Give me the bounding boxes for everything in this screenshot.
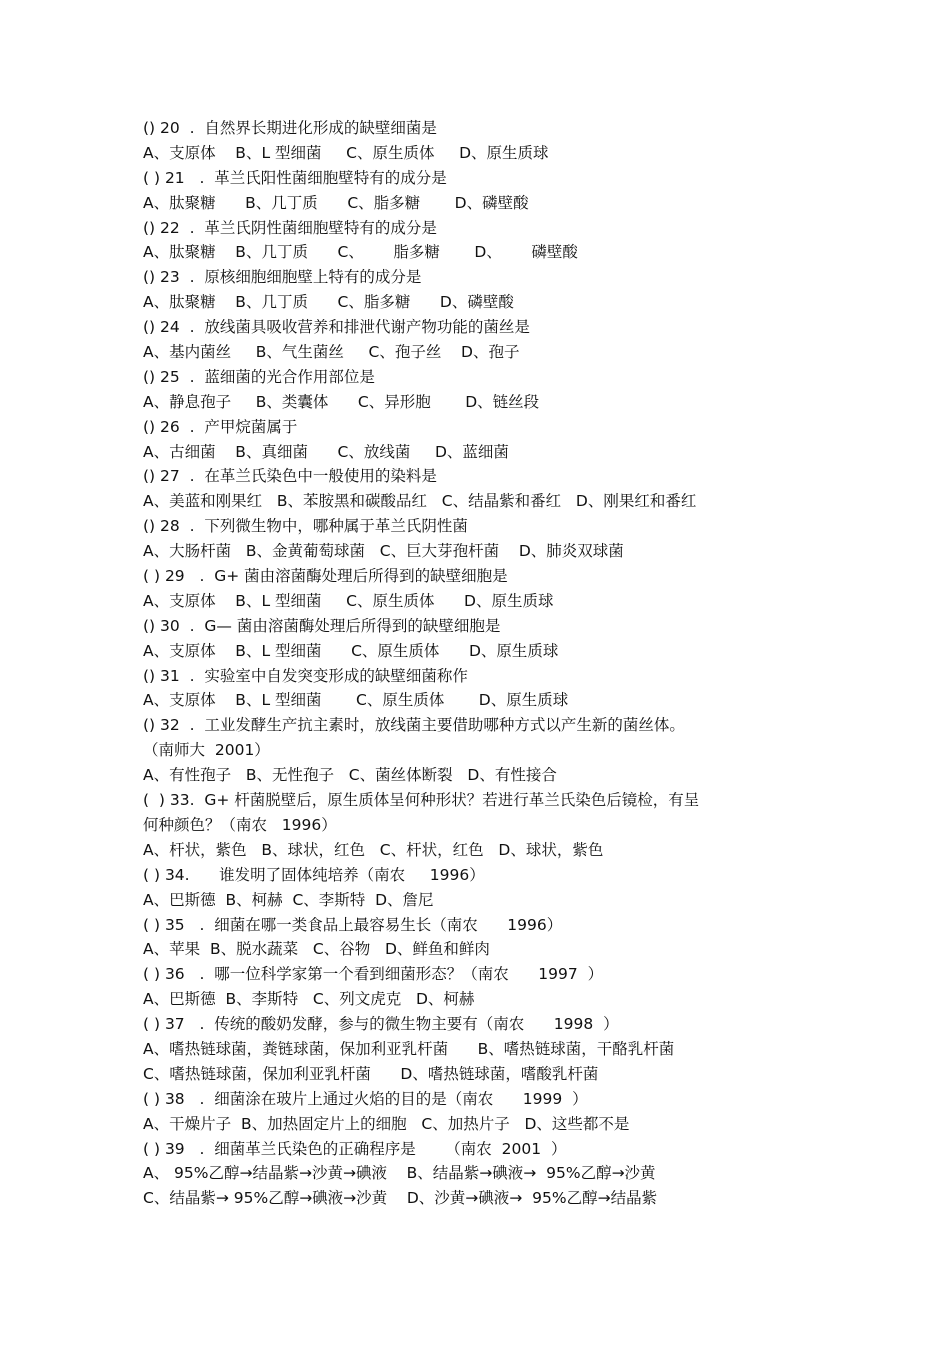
options-21: A、肽聚糖 B、几丁质 C、脂多糖 D、磷壁酸: [143, 193, 529, 212]
question-22: () 22 . 革兰氏阴性菌细胞壁特有的成分是: [143, 218, 437, 237]
question-32: () 32 . 工业发酵生产抗主素时，放线菌主要借助哪种方式以产生新的菌丝体。: [143, 716, 685, 735]
options-32: A、有性孢子 B、无性孢子 C、菌丝体断裂 D、有性接合: [143, 766, 557, 785]
options-31: A、支原体 B、L 型细菌 C、原生质体 D、原生质球: [143, 691, 569, 710]
question-33: ( ) 33. G+ 杆菌脱壁后，原生质体呈何种形状？若进行革兰氏染色后镜检，有呈: [143, 791, 700, 810]
question-28: () 28 . 下列微生物中，哪种属于革兰氏阴性菌: [143, 517, 468, 536]
options-27: A、美蓝和刚果红 B、苯胺黑和碳酸品红 C、结晶紫和番红 D、刚果红和番红: [143, 492, 697, 511]
options-33: A、杆状，紫色 B、球状，红色 C、杆状，红色 D、球状，紫色: [143, 840, 604, 859]
question-29: ( ) 29 . G+ 菌由溶菌酶处理后所得到的缺壁细胞是: [143, 567, 508, 586]
options-39-cd: C、结晶紫→ 95%乙醇→碘液→沙黄 D、沙黄→碘液→ 95%乙醇→结晶紫: [143, 1189, 658, 1208]
options-25: A、静息孢子 B、类囊体 C、异形胞 D、链丝段: [143, 392, 540, 411]
options-36: A、巴斯德 B、李斯特 C、列文虎克 D、柯赫: [143, 990, 475, 1009]
options-30: A、支原体 B、L 型细菌 C、原生质体 D、原生质球: [143, 641, 559, 660]
options-20: A、支原体 B、L 型细菌 C、原生质体 D、原生质球: [143, 143, 549, 162]
question-25: () 25 . 蓝细菌的光合作用部位是: [143, 367, 375, 386]
question-32-source: （南师大 2001）: [143, 741, 270, 760]
question-37: ( ) 37 . 传统的酸奶发酵，参与的微生物主要有（南农 1998 ）: [143, 1015, 619, 1034]
options-38: A、干燥片子 B、加热固定片上的细胞 C、加热片子 D、这些都不是: [143, 1114, 630, 1133]
question-39: ( ) 39 . 细菌革兰氏染色的正确程序是 （南农 2001 ）: [143, 1139, 567, 1158]
options-23: A、肽聚糖 B、几丁质 C、脂多糖 D、磷壁酸: [143, 293, 514, 312]
question-35: ( ) 35 . 细菌在哪一类食品上最容易生长（南农 1996）: [143, 915, 563, 934]
options-26: A、古细菌 B、真细菌 C、放线菌 D、蓝细菌: [143, 442, 509, 461]
question-33-continued: 何种颜色？（南农 1996）: [143, 815, 337, 834]
question-27: () 27 . 在革兰氏染色中一般使用的染料是: [143, 467, 437, 486]
options-22: A、肽聚糖 B、几丁质 C、 脂多糖 D、 磷壁酸: [143, 243, 578, 262]
question-31: () 31 . 实验室中自发突变形成的缺壁细菌称作: [143, 666, 468, 685]
question-26: () 26 . 产甲烷菌属于: [143, 417, 298, 436]
question-23: () 23 . 原核细胞细胞壁上特有的成分是: [143, 268, 422, 287]
question-20: () 20 . 自然界长期进化形成的缺壁细菌是: [143, 119, 437, 137]
options-34: A、巴斯德 B、柯赫 C、李斯特 D、詹尼: [143, 890, 434, 909]
question-36: ( ) 36 . 哪一位科学家第一个看到细菌形态？（南农 1997 ）: [143, 965, 604, 984]
options-29: A、支原体 B、L 型细菌 C、原生质体 D、原生质球: [143, 591, 554, 610]
question-30: () 30 . G— 菌由溶菌酶处理后所得到的缺壁细胞是: [143, 616, 501, 635]
options-37-cd: C、嗜热链球菌，保加利亚乳杆菌 D、嗜热链球菌，嗜酸乳杆菌: [143, 1064, 599, 1083]
question-38: ( ) 38 . 细菌涂在玻片上通过火焰的目的是（南农 1999 ）: [143, 1089, 588, 1108]
options-37-ab: A、嗜热链球菌，粪链球菌，保加利亚乳杆菌 B、嗜热链球菌，干酪乳杆菌: [143, 1039, 675, 1058]
question-34: ( ) 34. 谁发明了固体纯培养（南农 1996）: [143, 865, 485, 884]
options-39-ab: A、 95%乙醇→结晶紫→沙黄→碘液 B、结晶紫→碘液→ 95%乙醇→沙黄: [143, 1164, 656, 1183]
question-24: () 24 . 放线菌具吸收营养和排泄代谢产物功能的菌丝是: [143, 318, 530, 337]
options-35: A、苹果 B、脱水蔬菜 C、谷物 D、鲜鱼和鲜肉: [143, 940, 490, 959]
options-28: A、大肠杆菌 B、金黄葡萄球菌 C、巨大芽孢杆菌 D、肺炎双球菌: [143, 542, 624, 561]
options-24: A、基内菌丝 B、气生菌丝 C、孢子丝 D、孢子: [143, 343, 520, 362]
document-page: [143, 116, 783, 1211]
question-21: ( ) 21 . 革兰氏阳性菌细胞壁特有的成分是: [143, 168, 447, 187]
